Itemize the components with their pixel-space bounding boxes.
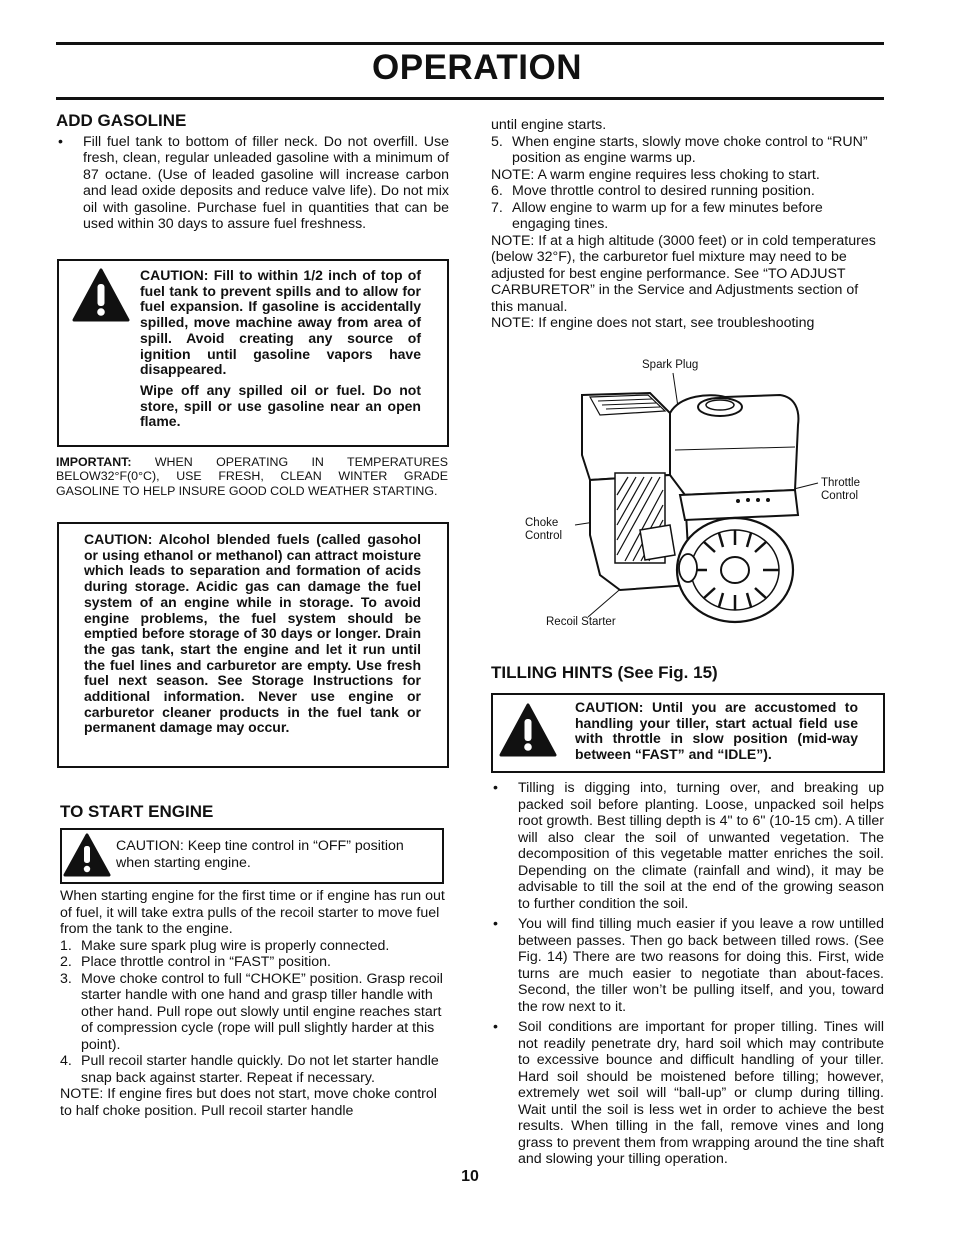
note-warm-engine: NOTE: A warm engine requires less choking to start. (491, 166, 820, 183)
tilling-bullet: • Tilling is digging into, turning over, and breaking up packed soil before planting. Loose, unpacked soil helps root growth. Best tilling depth is 4" to 6" (10-15 cm). A tiller will also clear the soil of unwanted vegetation. The decomposition of this vegetable matter enriches the soil. Depending on the climate (rainfall and wind), it may be advisable to till the soil at the end of the growing season to further condition the soil. (491, 780, 884, 912)
tilling-bullet: • You will find tilling much easier if you leave a row untilled between passes. Then go back between tilled rows. (See Fig. 14) There are two reasons for doing this. First, wide turns are much easier to negotiate than about-faces. Second, the tiller won’t be pulling itself, and you, toward the row next to it. (491, 916, 884, 1015)
start-engine-continued (491, 117, 884, 332)
important-text: WHEN OPERATING IN TEMPERATURES BELOW32°F(0°C), USE FRESH, CLEAN WINTER GRADE GASOLINE TO HELP INSURE GOOD COLD WEATHER STARTING. (56, 455, 448, 498)
step-number: 5. (491, 133, 503, 150)
start-engine-intro: When starting engine for the first time or if engine has run out of fuel, it will take extra pulls of the recoil starter to move fuel from the tank to the engine. (60, 888, 445, 937)
label-spark-plug: Spark Plug (642, 359, 699, 371)
step-text: Move throttle control to desired running position. (512, 183, 815, 199)
step-text: Place throttle control in “FAST” position. (81, 954, 331, 970)
label-choke-control: Choke Control (525, 517, 563, 542)
start-engine-body (60, 888, 448, 1119)
top-rule (56, 42, 884, 45)
step-item (60, 971, 448, 1054)
step-item (491, 134, 884, 167)
step-number: 2. (60, 954, 72, 970)
step-number: 4. (60, 1053, 72, 1069)
warning-icon (499, 703, 557, 757)
step-item (60, 938, 448, 955)
step-text: Make sure spark plug wire is properly connected. (81, 937, 390, 954)
start-engine-note: NOTE: If engine fires but does not start, move choke control to half choke position. Pull recoil starter handle (60, 1086, 437, 1119)
step-item (60, 954, 448, 971)
note-altitude: NOTE: If at a high altitude (3000 feet) or in cold temperatures (below 32°F), the carburetor fuel mixture may need to be adjusted for best engine performance. See “TO ADJUST CARBURETOR” in the Service and Adjustments section of this manual. (491, 232, 876, 315)
caution-alcohol-text: CAUTION: Alcohol blended fuels (called gasohol or using ethanol or methanol) can attract moisture which leads to separation and formation of acids during storage. Acidic gas can damage the fuel system of an engine while in storage. To avoid engine problems, the fuel system should be emptied before storage of 30 days or longer. Drain the gas tank, start the engine and let it run until the fuel lines and carburetor are empty. Use fresh fuel next season. See Storage Instructions for additional information. Never use engine or carburetor cleaner products in the fuel tank or permanent damage may occur. (84, 531, 421, 736)
caution-fuel-text (140, 268, 421, 430)
engine-illustration (520, 355, 860, 635)
step-item (491, 200, 884, 233)
tilling-bullets (491, 780, 884, 1168)
step-number: 7. (491, 199, 503, 216)
label-recoil-starter: Recoil Starter (546, 616, 616, 628)
add-gasoline-heading: ADD GASOLINE (56, 111, 187, 130)
step-item (60, 1053, 448, 1086)
note-troubleshooting: NOTE: If engine does not start, see troubleshooting (491, 315, 815, 331)
add-gasoline-section (56, 113, 449, 233)
continued-text: until engine starts. (491, 117, 607, 133)
tilling-bullet: • Soil conditions are important for proper tilling. Tines will not readily penetrate dry, hard soil which may contribute to excessive bounce and difficult handling of your tiller. Hard soil should be moistened before tilling; however, extremely wet soil will “ball-up” or clump during tilling. Wait until the soil is less wet in order to achieve the best results. When tilling in the fall, remove vines and long grass to prevent them from wrapping around the tine shaft and slowing your tilling operation. (491, 1019, 884, 1168)
caution-tilling-text: CAUTION: Until you are accustomed to handling your tiller, start actual field use with throttle in slow position (mid-way between “FAST” and “IDLE”). (575, 699, 858, 763)
step-text: Allow engine to warm up for a few minutes before engaging tines. (512, 199, 823, 232)
important-label: IMPORTANT: (56, 455, 132, 469)
warning-icon (72, 268, 130, 322)
step-number: 3. (60, 970, 72, 987)
caution-tine-text: CAUTION: Keep tine control in “OFF” position when starting engine. (116, 838, 404, 871)
step-text: Move choke control to full “CHOKE” position. Grasp recoil starter handle with one hand and grasp tiller handle with other hand. Pull rope out slowly until engine reaches start of compression cycle (rope will pull slightly harder at this point). (81, 970, 443, 1053)
title-rule (56, 97, 884, 100)
page-number: 10 (461, 1168, 479, 1185)
tilling-heading: TILLING HINTS (See Fig. 15) (491, 663, 718, 682)
step-item (491, 183, 884, 200)
add-gasoline-bullet: • Fill fuel tank to bottom of filler neck. Do not overfill. Use fresh, clean, regular unleaded gasoline with a minimum of 87 octane. (Use of leaded gasoline will increase carbon and lead oxide deposits and reduce valve life). Do not mix oil with gasoline. Purchase fuel in quantities that can be used within 30 days to assure fuel freshness. (56, 134, 449, 233)
caution-fuel-p2: Wipe off any spilled oil or fuel. Do not store, spill or use gasoline near an open flame. (140, 381, 421, 430)
label-throttle-control: Throttle Control (821, 477, 860, 502)
start-engine-heading: TO START ENGINE (60, 802, 214, 821)
important-note (56, 455, 448, 498)
step-number: 6. (491, 183, 503, 199)
page-title: OPERATION (372, 48, 582, 87)
step-text: Pull recoil starter handle quickly. Do not let starter handle snap back against starter. Repeat if necessary. (81, 1053, 439, 1086)
warning-icon (63, 833, 111, 877)
step-text: When engine starts, slowly move choke control to “RUN” position as engine warms up. (512, 133, 868, 166)
step-number: 1. (60, 937, 72, 954)
caution-fuel-p1: CAUTION: Fill to within 1/2 inch of top of fuel tank to prevent spills and to allow for fuel expansion. If gasoline is accidentally spilled, move machine away from area of spill. Avoid creating any source of ignition until gasoline vapors have disappeared. (140, 267, 421, 378)
